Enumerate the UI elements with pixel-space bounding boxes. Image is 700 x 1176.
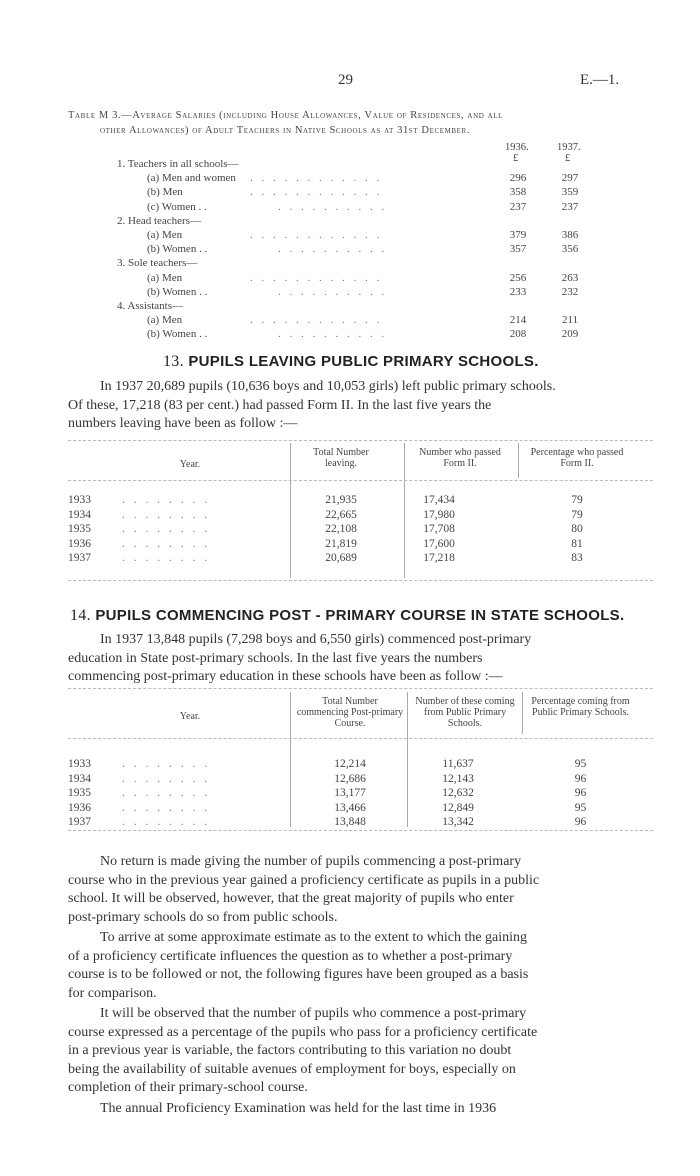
row-value: 21,935 [325, 494, 357, 506]
section-13-intro [68, 378, 653, 434]
section14-table-row [0, 758, 700, 772]
section14-table-row [0, 816, 700, 830]
salary-row-label: 4. Assistants— [117, 300, 184, 312]
section14-table-row [0, 802, 700, 816]
salary-year-1936: 1936. [505, 142, 529, 153]
section-14-line-3: commencing post-primary education in these schools have been as follow :— [68, 669, 503, 684]
section-14-header-year: Year. [179, 711, 201, 722]
row-value: 12,686 [334, 772, 366, 785]
salary-value-1936: 233 [509, 285, 527, 298]
section-14-header-from-public: Number of these coming from Public Primary Schools. [415, 696, 515, 729]
salary-value-1937: 263 [561, 271, 579, 284]
salary-value-1936: 358 [509, 186, 527, 199]
row-value: 83 [571, 552, 583, 564]
section-14-line-1: In 1937 13,848 pupils (7,298 boys and 6,550 girls) commenced post-primary [100, 632, 532, 647]
section-14-col-divider-3 [522, 692, 523, 734]
row-value: 81 [571, 537, 583, 550]
row-year: 1937 [68, 552, 91, 564]
section-13-line-3: numbers leaving have been as follow :— [68, 416, 298, 431]
salary-row-label: (c) Women . . [147, 200, 207, 213]
section-14-number: 14. [70, 607, 91, 624]
section-13-header-total: Total Number leaving. [313, 447, 369, 469]
salary-row-label: (b) Women . . [147, 285, 208, 298]
section-14-header-rule [68, 738, 653, 739]
section-13-header-percentage: Percentage who passed Form II. [530, 447, 624, 469]
section-13-header-rule [68, 480, 653, 481]
row-value: 79 [571, 508, 583, 521]
row-value: 22,108 [325, 523, 357, 535]
salary-value-1937: 386 [561, 229, 579, 241]
salary-value-1937: 237 [561, 200, 579, 213]
section-13-col-divider-3 [518, 443, 519, 478]
salary-value-1936: 237 [509, 200, 527, 213]
salary-row-label: (a) Men [147, 271, 183, 284]
salary-row-label: 2. Head teachers— [117, 214, 201, 227]
salary-row-label: (b) Women . . [147, 243, 208, 256]
salary-row-leader: . . . . . . . . . . [278, 328, 388, 341]
row-leader: . . . . . . . . [122, 787, 211, 799]
section-13-table-bottom-rule [68, 580, 653, 581]
row-value: 13,466 [334, 801, 366, 814]
salary-row-leader: . . . . . . . . . . . . [250, 229, 383, 241]
salary-group-row [0, 215, 700, 229]
section-13-line-2: Of these, 17,218 (83 per cent.) had passed Form II. In the last five years the [68, 397, 492, 413]
paragraph-1-line-4: post-primary schools do so from public schools. [68, 909, 338, 925]
row-year: 1935 [68, 787, 91, 799]
row-leader: . . . . . . . . [122, 508, 211, 521]
row-value: 12,849 [442, 801, 474, 814]
row-year: 1935 [68, 523, 91, 535]
section-14-title: PUPILS COMMENCING POST - PRIMARY COURSE IN STATE SCHOOLS. [95, 607, 625, 624]
section-14-line-2: education in State post-primary schools. In the last five years the numbers [68, 650, 483, 666]
salary-row [0, 172, 700, 186]
row-leader: . . . . . . . . [122, 772, 211, 785]
row-value: 95 [574, 758, 587, 770]
section14-table-row [0, 787, 700, 801]
section-13-header-year: Year. [179, 459, 201, 470]
salary-row [0, 286, 700, 300]
salary-value-1937: 356 [561, 243, 579, 256]
paragraph-3-line-2: course expressed as a percentage of the pupils who pass for a proficiency certificate [68, 1024, 538, 1040]
row-value: 13,848 [334, 816, 366, 828]
row-year: 1937 [68, 816, 91, 828]
salary-row-label: (b) Men [147, 186, 183, 199]
row-value: 95 [574, 801, 587, 814]
row-year: 1934 [68, 508, 91, 521]
salary-row [0, 272, 700, 286]
salary-value-1937: 232 [561, 285, 579, 298]
salary-row-label: (a) Men and women [147, 172, 236, 185]
salary-value-1937: 359 [561, 186, 579, 199]
row-value: 21,819 [325, 537, 357, 550]
row-value: 22,665 [325, 508, 357, 521]
paragraph-3-line-5: completion of their primary-school course. [68, 1080, 308, 1095]
salary-value-1936: 256 [509, 271, 527, 284]
salary-row-label: 1. Teachers in all schools— [117, 158, 239, 170]
salary-row-label: (a) Men [147, 314, 183, 327]
section-13-number: 13. [163, 353, 184, 370]
row-value: 13,177 [334, 787, 366, 799]
row-value: 79 [571, 494, 583, 506]
section-13-header-passed: Number who passed Form II. [419, 447, 501, 469]
paragraph-1-line-3: school. It will be observed, however, that the great majority of pupils who enter [68, 891, 514, 906]
salary-row-leader: . . . . . . . . . . . . [250, 172, 383, 185]
section-14-heading [70, 607, 624, 625]
salary-table-title-line2: other Allowances) of Adult Teachers in Native Schools as at 31st December. [100, 125, 471, 136]
paragraph-1 [68, 853, 653, 927]
row-leader: . . . . . . . . [122, 816, 211, 828]
row-value: 80 [571, 523, 583, 535]
paragraph-3 [68, 1005, 653, 1098]
salary-row [0, 314, 700, 328]
paragraph-1-line-1: No return is made giving the number of pupils commencing a post-primary [100, 854, 522, 869]
row-leader: . . . . . . . . [122, 758, 211, 770]
section14-table-row [0, 773, 700, 787]
section13-table-row [0, 538, 700, 552]
row-value: 17,600 [423, 537, 455, 550]
row-value: 12,143 [442, 772, 474, 785]
section13-table-row [0, 494, 700, 508]
salary-unit-1936: £ [513, 153, 519, 164]
row-year: 1934 [68, 772, 91, 785]
salary-row [0, 229, 700, 243]
paragraph-2-line-4: for comparison. [68, 985, 157, 1001]
body-text [68, 853, 653, 1118]
salary-row [0, 328, 700, 342]
paragraph-1-line-2: course who in the previous year gained a proficiency certificate as pupils in a public [68, 872, 540, 888]
row-value: 96 [574, 772, 587, 785]
row-value: 17,708 [423, 523, 455, 535]
salary-row [0, 201, 700, 215]
salary-row [0, 243, 700, 257]
salary-group-row [0, 158, 700, 172]
paragraph-2-line-1: To arrive at some approximate estimate as to the extent to which the gaining [100, 930, 528, 945]
section-14-header-percentage: Percentage coming from Public Primary Schools. [531, 696, 630, 718]
salary-value-1937: 297 [561, 172, 579, 185]
salary-value-1937: 211 [561, 314, 579, 327]
salary-value-1937: 209 [561, 328, 579, 341]
salary-value-1936: 208 [509, 328, 527, 341]
salary-row-leader: . . . . . . . . . . [278, 200, 388, 213]
page-number: 29 [338, 72, 353, 88]
salary-year-1937: 1937. [557, 142, 581, 153]
salary-row [0, 186, 700, 200]
row-value: 13,342 [442, 816, 474, 828]
page-reference: E.—1. [580, 72, 620, 88]
paragraph-3-line-1: It will be observed that the number of pupils who commence a post-primary [100, 1006, 527, 1021]
salary-row-leader: . . . . . . . . . . . . [250, 271, 383, 284]
row-year: 1933 [68, 494, 91, 506]
salary-value-1936: 379 [509, 229, 527, 241]
row-leader: . . . . . . . . [122, 801, 211, 814]
paragraph-2-line-3: course is to be followed or not, the following figures have been grouped as a basis [68, 967, 529, 982]
section-13-line-1: In 1937 20,689 pupils (10,636 boys and 10,053 girls) left public primary schools. [100, 379, 556, 394]
section-14-intro [68, 631, 653, 687]
salary-value-1936: 214 [509, 314, 527, 327]
salary-table-title-line1: Table M 3.—Average Salaries (including House Allowances, Value of Residences, and all [68, 110, 504, 121]
row-leader: . . . . . . . . [122, 552, 211, 564]
section-13-heading [163, 353, 539, 371]
section-14-header-total: Total Number commencing Post-primary Course. [296, 696, 404, 729]
salary-unit-1937: £ [565, 153, 571, 164]
salary-row-leader: . . . . . . . . . . . . [250, 186, 383, 199]
paragraph-3-line-4: being the availability of suitable avenues of employment for boys, especially on [68, 1061, 516, 1077]
row-value: 96 [574, 787, 587, 799]
salary-row-label: (b) Women . . [147, 328, 208, 341]
row-year: 1936 [68, 537, 91, 550]
salary-value-1936: 296 [509, 172, 527, 185]
paragraph-2 [68, 929, 653, 1003]
section13-table-row [0, 509, 700, 523]
section-13-title: PUPILS LEAVING PUBLIC PRIMARY SCHOOLS. [188, 353, 539, 370]
salary-row-leader: . . . . . . . . . . [278, 243, 388, 256]
paragraph-4-line-1: The annual Proficiency Examination was held for the last time in 1936 [100, 1100, 497, 1116]
row-value: 20,689 [325, 552, 357, 564]
section13-table-row [0, 523, 700, 537]
row-leader: . . . . . . . . [122, 537, 211, 550]
section13-table-row [0, 552, 700, 566]
salary-row-label: 3. Sole teachers— [117, 257, 198, 270]
paragraph-4 [68, 1100, 653, 1119]
salary-row-leader: . . . . . . . . . . [278, 285, 388, 298]
row-value: 17,218 [423, 552, 455, 564]
row-year: 1933 [68, 758, 91, 770]
row-value: 12,214 [334, 758, 366, 770]
row-value: 11,637 [442, 758, 474, 770]
row-value: 17,980 [423, 508, 455, 521]
row-value: 17,434 [423, 494, 455, 506]
row-value: 12,632 [442, 787, 474, 799]
salary-table-title [68, 108, 653, 138]
paragraph-3-line-3: in a previous year is variable, the factors contributing to this variation no doubt [68, 1043, 512, 1058]
salary-row-label: (a) Men [147, 229, 183, 241]
row-leader: . . . . . . . . [122, 494, 211, 506]
salary-value-1936: 357 [509, 243, 527, 256]
salary-row-leader: . . . . . . . . . . . . [250, 314, 383, 327]
salary-group-row [0, 257, 700, 271]
section-13-table-top-rule [68, 440, 653, 441]
section-14-table-top-rule [68, 688, 653, 689]
salary-group-row [0, 300, 700, 314]
section-14-table-bottom-rule [68, 830, 653, 831]
row-value: 96 [574, 816, 587, 828]
paragraph-2-line-2: of a proficiency certificate influences the question as to whether a post-primary [68, 948, 513, 964]
row-leader: . . . . . . . . [122, 523, 211, 535]
row-year: 1936 [68, 801, 91, 814]
